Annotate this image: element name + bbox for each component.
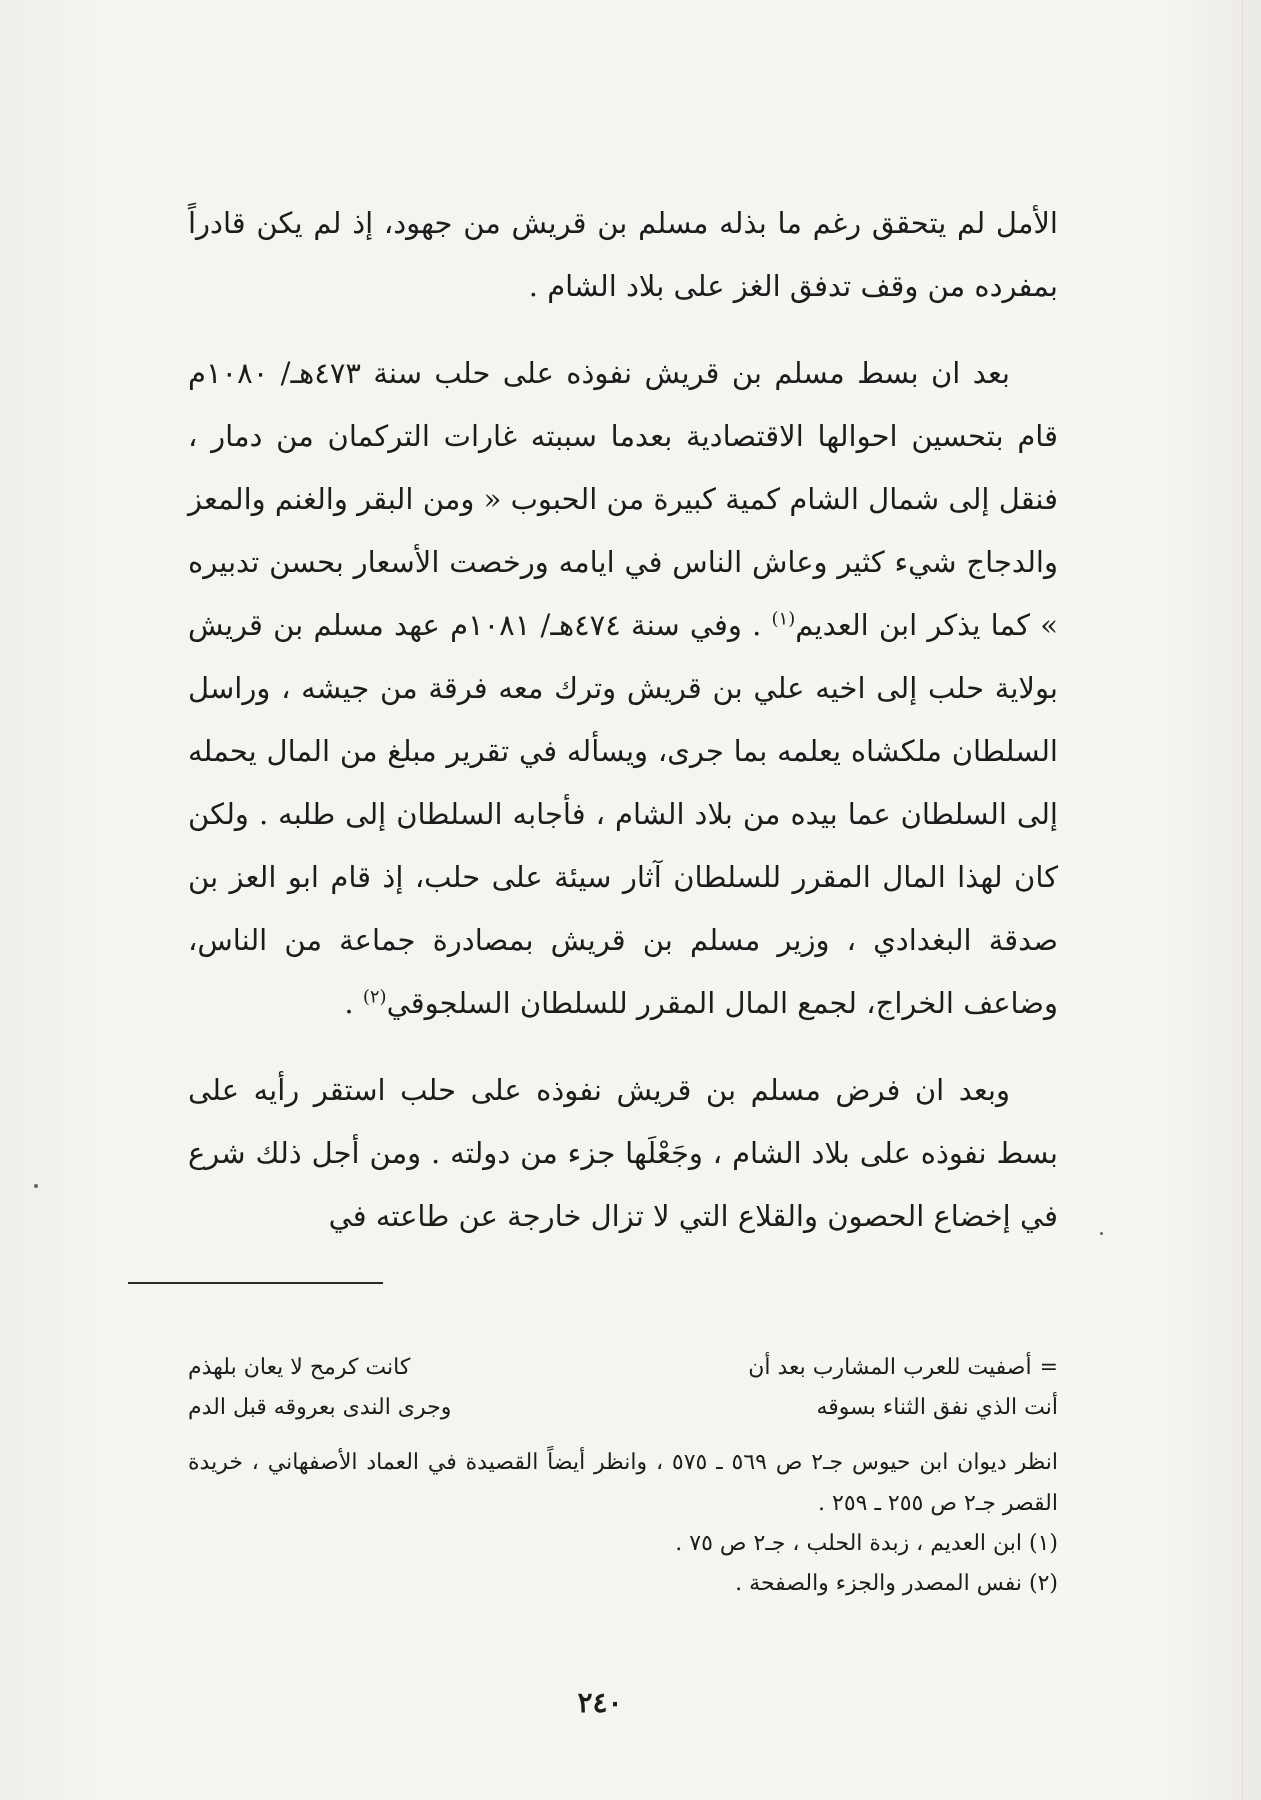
footnotes — [188, 1348, 1058, 1604]
footnote-1: (١) ابن العديم ، زبدة الحلب ، جـ٢ ص ٧٥ . — [675, 1531, 1058, 1556]
paragraph-2 — [188, 342, 1058, 1035]
poem-verse-2-first-half: أنت الذي نفق الثناء بسوقه — [816, 1395, 1058, 1420]
footnote-source: انظر ديوان ابن حيوس جـ٢ ص ٥٦٩ ـ ٥٧٥ ، وانظر أيضاً القصيدة في العماد الأصفهاني ، خريدة القصر جـ٢ ص ٢٥٥ ـ ٢٥٩ . — [188, 1450, 1058, 1516]
poem-verse-1-first-half-text: أصفيت للعرب المشارب بعد أن — [748, 1355, 1032, 1380]
footnote-divider — [128, 1282, 383, 1284]
poem-verse-1-second-half: كانت كرمح لا يعان بلهذم — [188, 1355, 411, 1380]
scan-speck — [1100, 1232, 1103, 1235]
poem-verse-1 — [188, 1348, 1058, 1388]
scan-speck — [34, 1184, 38, 1188]
poem-continuation-mark: = — [1039, 1355, 1058, 1380]
paragraph-2-end: . — [344, 986, 354, 1020]
poem-verse-2 — [188, 1388, 1058, 1428]
page-number: ٢٤٠ — [577, 1686, 623, 1719]
footnote-marker-2: (٢) — [362, 986, 387, 1008]
paragraph-2-continuation: . وفي سنة ٤٧٤هـ/ ١٠٨١م عهد مسلم بن قريش بولاية حلب إلى اخيه علي بن قريش وترك معه فرقة من جيشه ، وراسل السلطان ملكشاه يعلمه بما جرى، ويسأله في تقرير مبلغ من المال يحمله إلى السلطان عما بيده من بلاد الشام ، فأجابه السلطان إلى طلبه . ولكن كان لهذا المال المقرر للسلطان آثار سيئة على حلب، إذ قام ابو العز بن صدقة البغدادي ، وزير مسلم بن قريش بمصادرة جماعة من الناس، وضاعف الخراج، لجمع المال المقرر للسلطان السلجوقي — [188, 608, 1058, 1020]
poem-verse-1-first-half — [748, 1348, 1058, 1388]
main-text — [188, 192, 1058, 1248]
footnote-marker-1: (١) — [771, 608, 796, 630]
paragraph-2-text: بعد ان بسط مسلم بن قريش نفوذه على حلب سنة ٤٧٣هـ/ ١٠٨٠م قام بتحسين احوالها الاقتصادية بعدما سببته غارات التركمان من دمار ، فنقل إلى شمال الشام كمية كبيرة من الحبوب « ومن البقر والغنم والمعز والدجاج شيء كثير وعاش الناس في ايامه ورخصت الأسعار بحسن تدبيره » كما يذكر ابن العديم — [188, 356, 1058, 642]
paragraph-1: الأمل لم يتحقق رغم ما بذله مسلم بن قريش من جهود، إذ لم يكن قادراً بمفرده من وقف تدفق الغز على بلاد الشام . — [188, 206, 1058, 303]
poem-verse-2-second-half: وجرى الندى بعروقه قبل الدم — [188, 1395, 452, 1420]
footnote-2: (٢) نفس المصدر والجزء والصفحة . — [735, 1571, 1058, 1596]
paragraph-3: وبعد ان فرض مسلم بن قريش نفوذه على حلب استقر رأيه على بسط نفوذه على بلاد الشام ، وجَعْلَها جزء من دولته . ومن أجل ذلك شرع في إخضاع الحصون والقلاع التي لا تزال خارجة عن طاعته في — [188, 1073, 1058, 1233]
